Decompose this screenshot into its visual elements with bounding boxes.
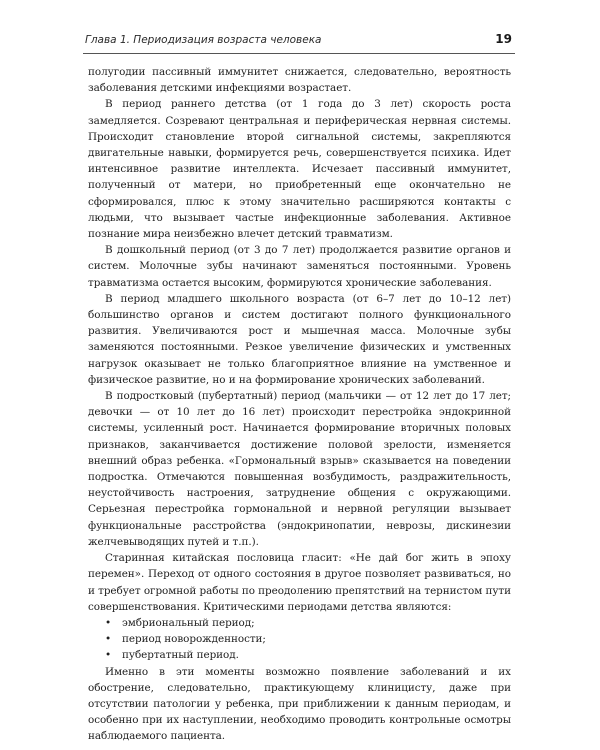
critical-periods-list xyxy=(88,615,511,664)
paragraph-proverb: Старинная китайская пословица гласит: «Не дай бог жить в эпоху перемен». Переход от одного состояния в другое позволяет развиваться, но и требует огромной работы по преодолению препятствий на тернистом пути совершенствования. Критическими периодами детства являются: xyxy=(88,552,511,613)
paragraph-adolescence: В подростковый (пубертатный) период (мальчики — от 12 лет до 17 лет; девочки — от 10 лет до 16 лет) происходит перестройка эндокринной системы, усиленный рост. Начинается формирование вторичных половых признаков, заканчивается достижение половой зрелости, изменяется внешний образ ребенка. «Гормональный взрыв» сказывается на поведении подростка. Отмечаются повышенная возбудимость, раздражительность, неустойчивость настроения, затруднение общения с окружающими. Серьезная перестройка гормональной и нервной регуляции вызывает функциональные расстройства (эндокринопатии, неврозы, дискинезии желчевыводящих путей и т.п.). xyxy=(88,390,511,548)
running-header xyxy=(83,31,515,54)
body-text xyxy=(88,64,511,745)
list-item-text: эмбриональный период; xyxy=(122,616,255,629)
page-number: 19 xyxy=(495,32,512,46)
list-item-text: пубертатный период. xyxy=(122,649,239,662)
bullet-marker: • xyxy=(105,633,112,646)
paragraph-closing: Именно в эти моменты возможно появление заболеваний и их обострение, следовательно, практикующему клиницисту, даже при отсутствии патологии у ребенка, при приближении к данным периодам, и особенно при их наступлении, необходимо проводить контрольные осмотры наблюдаемого пациента. xyxy=(88,665,511,743)
list-item xyxy=(88,631,511,647)
list-item xyxy=(88,615,511,631)
paragraph-continued: полугодии пассивный иммунитет снижается, следовательно, вероятность заболевания детскими инфекциями возрастает. xyxy=(88,66,511,95)
bullet-marker: • xyxy=(105,616,112,629)
running-title: Глава 1. Периодизация возраста человека xyxy=(85,34,322,46)
bullet-marker: • xyxy=(105,649,112,662)
paragraph-preschool: В дошкольный период (от 3 до 7 лет) продолжается развитие органов и систем. Молочные зубы начинают заменяться постоянными. Уровень травматизма остается высоким, формируются хронические заболевания. xyxy=(88,244,511,289)
paragraph-early-childhood: В период раннего детства (от 1 года до 3 лет) скорость роста замедляется. Созревают центральная и периферическая нервная системы. Происходит становление второй сигнальной системы, закрепляются двигательные навыки, формируется речь, совершенствуется психика. Идет интенсивное развитие интеллекта. Исчезает пассивный иммунитет, полученный от матери, но приобретенный еще окончательно не сформировался, плюс к этому значительно расширяются контакты с людьми, что вызывает частые инфекционные заболевания. Активное познание мира неизбежно влечет детский травматизм. xyxy=(88,98,511,241)
paragraph-primary-school: В период младшего школьного возраста (от 6–7 лет до 10–12 лет) большинство органов и систем достигают полного функционального развития. Увеличиваются рост и мышечная масса. Молочные зубы заменяются постоянными. Резкое увеличение физических и умственных нагрузок оказывает не только благоприятное влияние на умственное и физическое развитие, но и на формирование хронических заболеваний. xyxy=(88,292,511,386)
list-item xyxy=(88,647,511,663)
list-item-text: период новорожденности; xyxy=(122,633,266,646)
